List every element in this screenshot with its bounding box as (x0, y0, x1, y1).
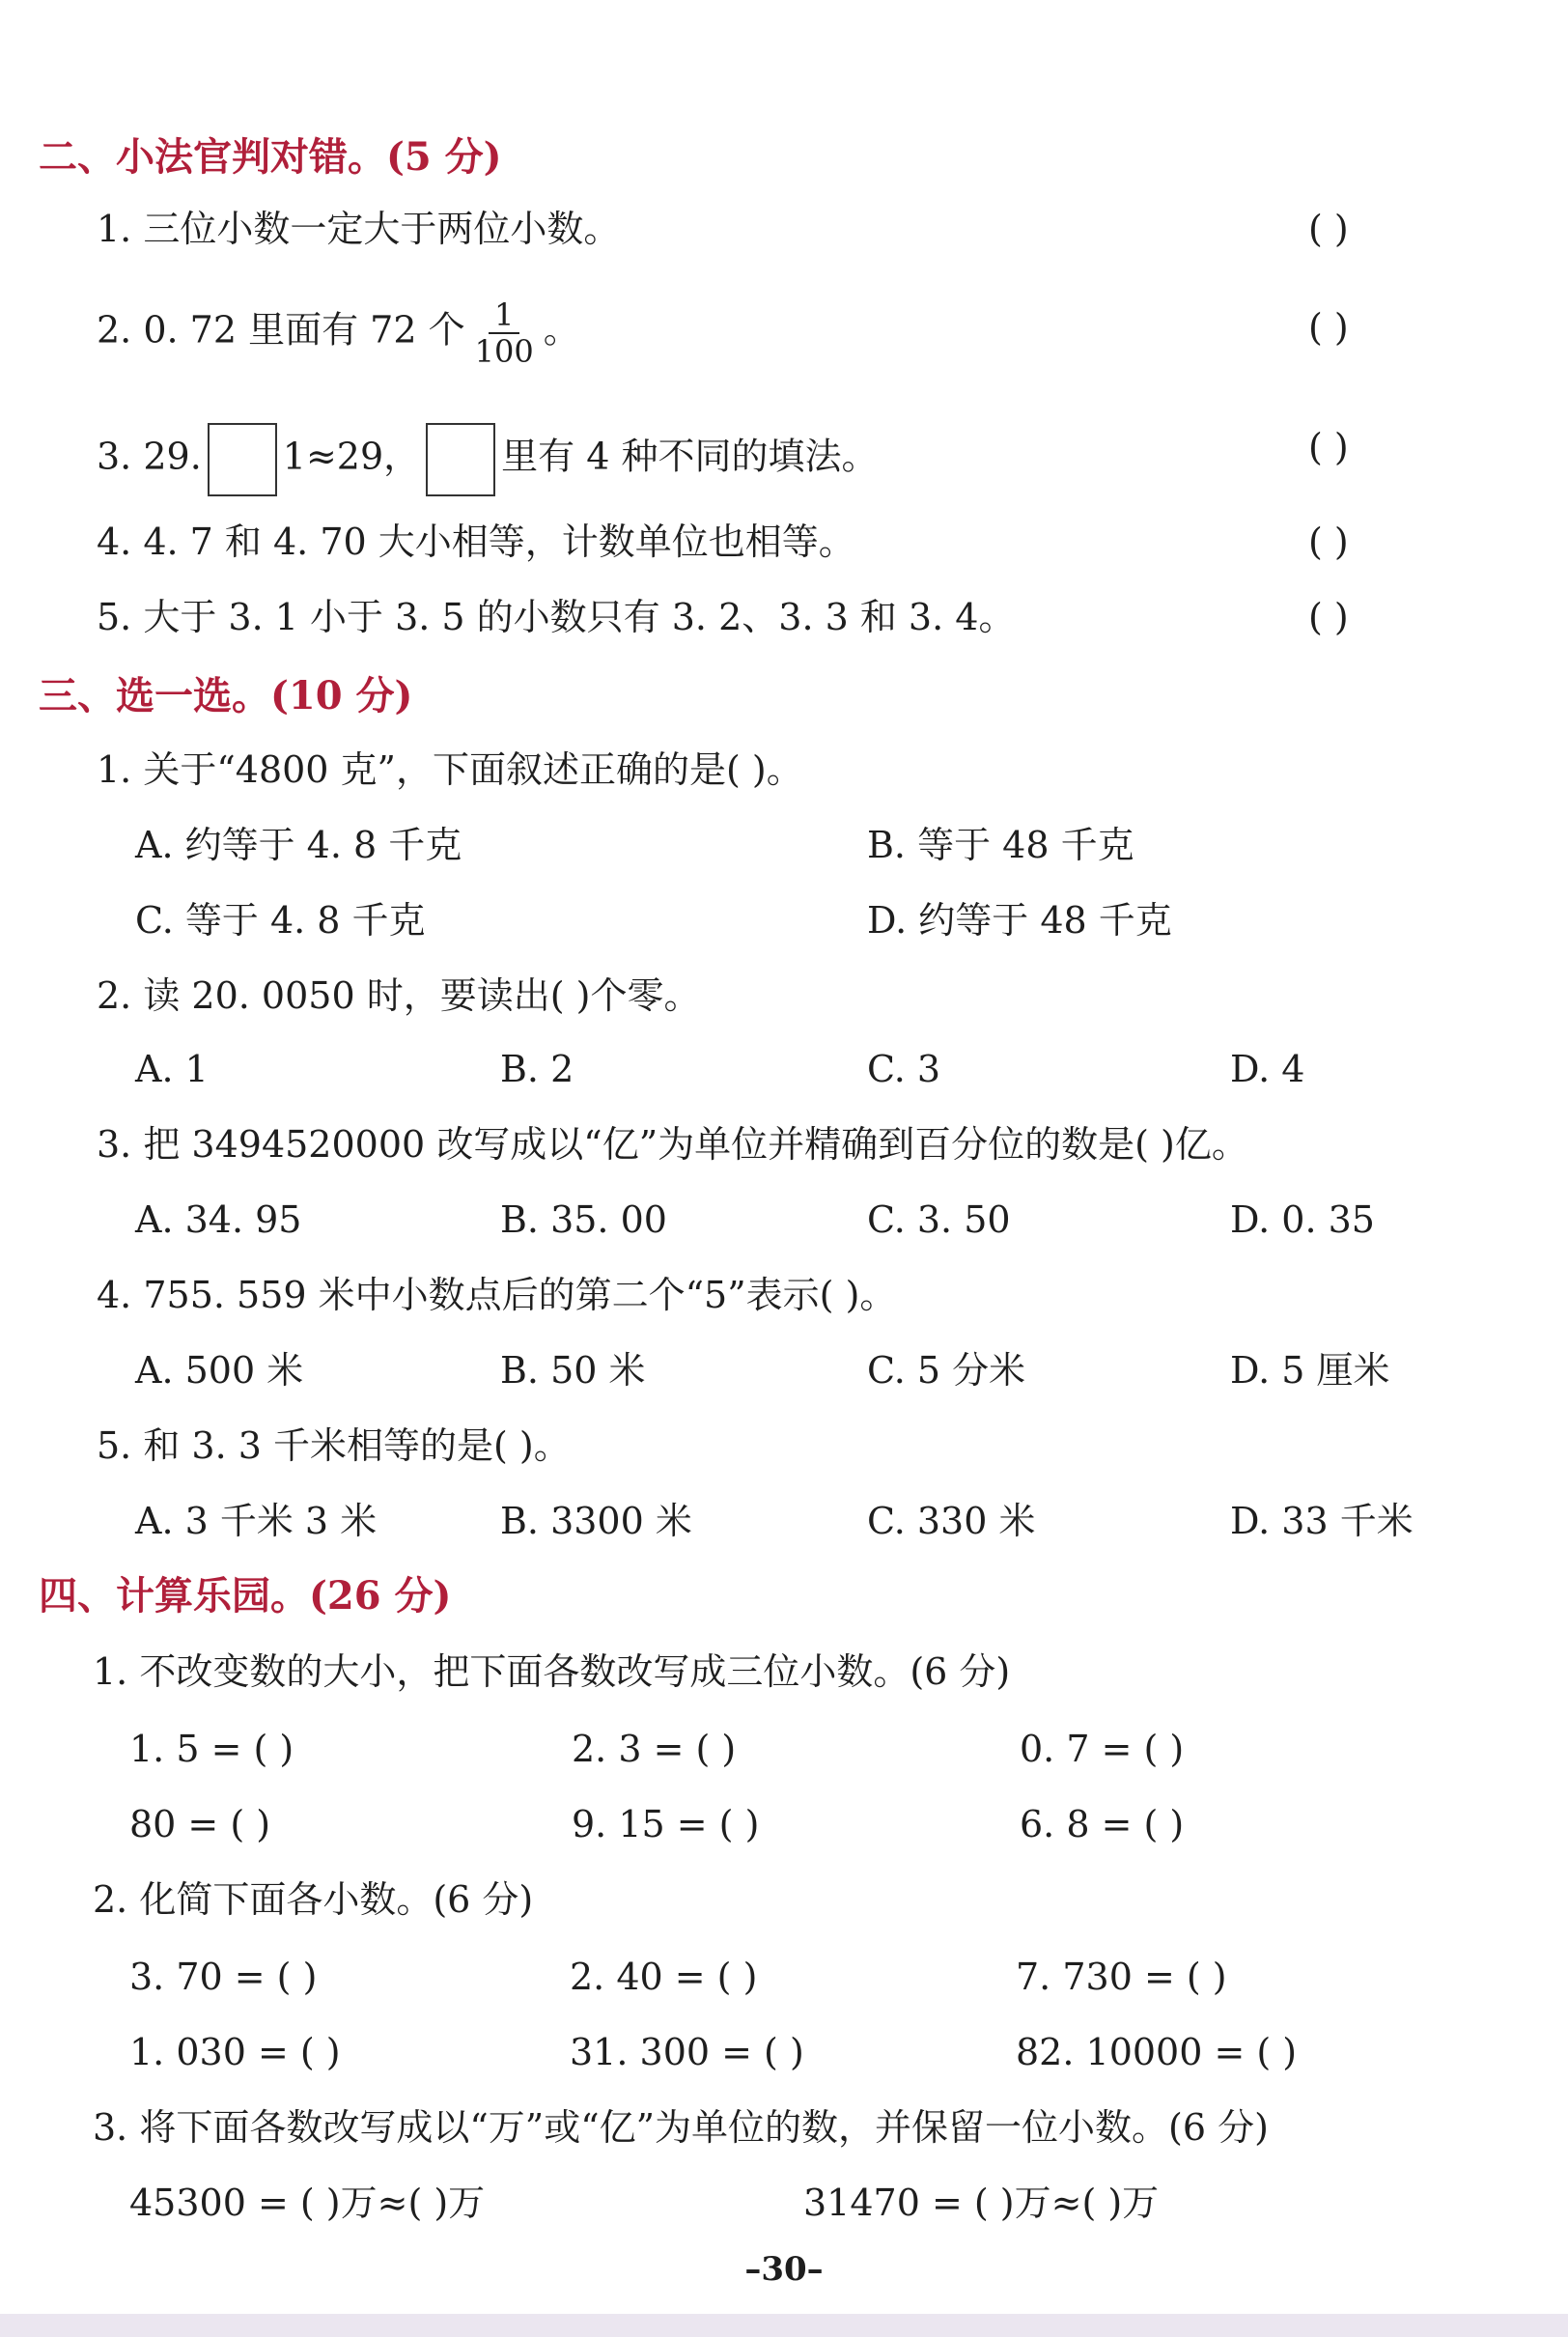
choice-option-4a[interactable]: A. 500 米 (135, 1349, 304, 1392)
answer-paren-1[interactable]: ( ) (1308, 208, 1349, 250)
calc-2-r1-c1[interactable]: 3. 70 = ( ) (129, 1956, 318, 1998)
judge-item-3-mid: 1≈29， (282, 435, 421, 478)
calc-part-1-title: 1. 不改变数的大小，把下面各数改写成三位小数。(6 分) (93, 1650, 1011, 1693)
choice-question-4: 4. 755. 559 米中小数点后的第二个“5”表示( )。 (97, 1274, 897, 1316)
choice-question-2: 2. 读 20. 0050 时，要读出( )个零。 (97, 974, 701, 1017)
judge-item-2-tail: 。 (543, 308, 580, 352)
choice-option-5a[interactable]: A. 3 千米 3 米 (135, 1500, 378, 1542)
judge-item-2-text: 2. 0. 72 里面有 72 个 (97, 308, 465, 352)
choice-option-3b[interactable]: B. 35. 00 (500, 1198, 667, 1241)
calc-1-r2-c1[interactable]: 80 = ( ) (129, 1803, 271, 1845)
section-title-choose: 三、选一选。(10 分) (39, 673, 413, 718)
fraction-1-over-100 (469, 297, 540, 369)
choice-question-5: 5. 和 3. 3 千米相等的是( )。 (97, 1424, 571, 1467)
choice-option-2b[interactable]: B. 2 (500, 1048, 574, 1090)
choice-option-3a[interactable]: A. 34. 95 (135, 1198, 302, 1241)
choice-option-2a[interactable]: A. 1 (135, 1048, 209, 1090)
section-title-judge: 二、小法官判对错。(5 分) (39, 134, 502, 180)
judge-item-3-text: 3. 29. (97, 435, 202, 478)
choice-option-3d[interactable]: D. 0. 35 (1230, 1198, 1375, 1241)
calc-3-item-2[interactable]: 31470 = ( )万≈( )万 (803, 2182, 1160, 2224)
calc-3-item-1[interactable]: 45300 = ( )万≈( )万 (129, 2182, 486, 2224)
choice-question-1: 1. 关于“4800 克”，下面叙述正确的是( )。 (97, 748, 803, 791)
fraction-numerator: 1 (489, 297, 519, 334)
answer-paren-5[interactable]: ( ) (1308, 596, 1349, 638)
judge-item-5: 5. 大于 3. 1 小于 3. 5 的小数只有 3. 2、3. 3 和 3. 4。 (97, 596, 1016, 638)
calc-2-r1-c2[interactable]: 2. 40 = ( ) (570, 1956, 758, 1998)
choice-option-4b[interactable]: B. 50 米 (500, 1349, 646, 1392)
page-number: –30– (744, 2250, 824, 2289)
choice-option-3c[interactable]: C. 3. 50 (867, 1198, 1011, 1241)
judge-item-2 (97, 297, 580, 369)
answer-paren-3[interactable]: ( ) (1308, 426, 1349, 468)
choice-option-1d[interactable]: D. 约等于 48 千克 (867, 899, 1172, 942)
section-title-calc: 四、计算乐园。(26 分) (39, 1573, 452, 1619)
judge-item-4: 4. 4. 7 和 4. 70 大小相等，计数单位也相等。 (97, 521, 855, 563)
calc-2-r2-c1[interactable]: 1. 030 = ( ) (129, 2031, 341, 2073)
choice-option-1a[interactable]: A. 约等于 4. 8 千克 (135, 824, 462, 866)
calc-2-r1-c3[interactable]: 7. 730 = ( ) (1016, 1956, 1227, 1998)
choice-option-1c[interactable]: C. 等于 4. 8 千克 (135, 899, 426, 942)
judge-item-1: 1. 三位小数一定大于两位小数。 (97, 208, 621, 250)
calc-1-r1-c1[interactable]: 1. 5 = ( ) (129, 1728, 294, 1770)
choice-option-2d[interactable]: D. 4 (1230, 1048, 1305, 1090)
calc-2-r2-c3[interactable]: 82. 10000 = ( ) (1016, 2031, 1298, 2073)
answer-paren-4[interactable]: ( ) (1308, 521, 1349, 563)
fill-box-1[interactable] (208, 423, 277, 496)
choice-option-5c[interactable]: C. 330 米 (867, 1500, 1036, 1542)
fraction-denominator: 100 (474, 333, 534, 370)
calc-part-2-title: 2. 化简下面各小数。(6 分) (93, 1878, 534, 1921)
choice-option-5d[interactable]: D. 33 千米 (1230, 1500, 1414, 1542)
calc-1-r1-c2[interactable]: 2. 3 = ( ) (572, 1728, 737, 1770)
calc-1-r1-c3[interactable]: 0. 7 = ( ) (1020, 1728, 1185, 1770)
choice-option-5b[interactable]: B. 3300 米 (500, 1500, 692, 1542)
judge-item-3-tail: 里有 4 种不同的填法。 (501, 435, 879, 478)
choice-option-4c[interactable]: C. 5 分米 (867, 1349, 1026, 1392)
calc-part-3-title: 3. 将下面各数改写成以“万”或“亿”为单位的数，并保留一位小数。(6 分) (93, 2106, 1269, 2149)
scan-bottom-edge (0, 2314, 1568, 2337)
calc-1-r2-c2[interactable]: 9. 15 = ( ) (572, 1803, 760, 1845)
choice-option-4d[interactable]: D. 5 厘米 (1230, 1349, 1390, 1392)
judge-item-3 (97, 423, 879, 496)
choice-question-3: 3. 把 3494520000 改写成以“亿”为单位并精确到百分位的数是( )亿。 (97, 1123, 1248, 1166)
calc-1-r2-c3[interactable]: 6. 8 = ( ) (1020, 1803, 1185, 1845)
choice-option-2c[interactable]: C. 3 (867, 1048, 941, 1090)
calc-2-r2-c2[interactable]: 31. 300 = ( ) (570, 2031, 804, 2073)
answer-paren-2[interactable]: ( ) (1308, 306, 1349, 349)
fill-box-2[interactable] (426, 423, 495, 496)
choice-option-1b[interactable]: B. 等于 48 千克 (867, 824, 1134, 866)
